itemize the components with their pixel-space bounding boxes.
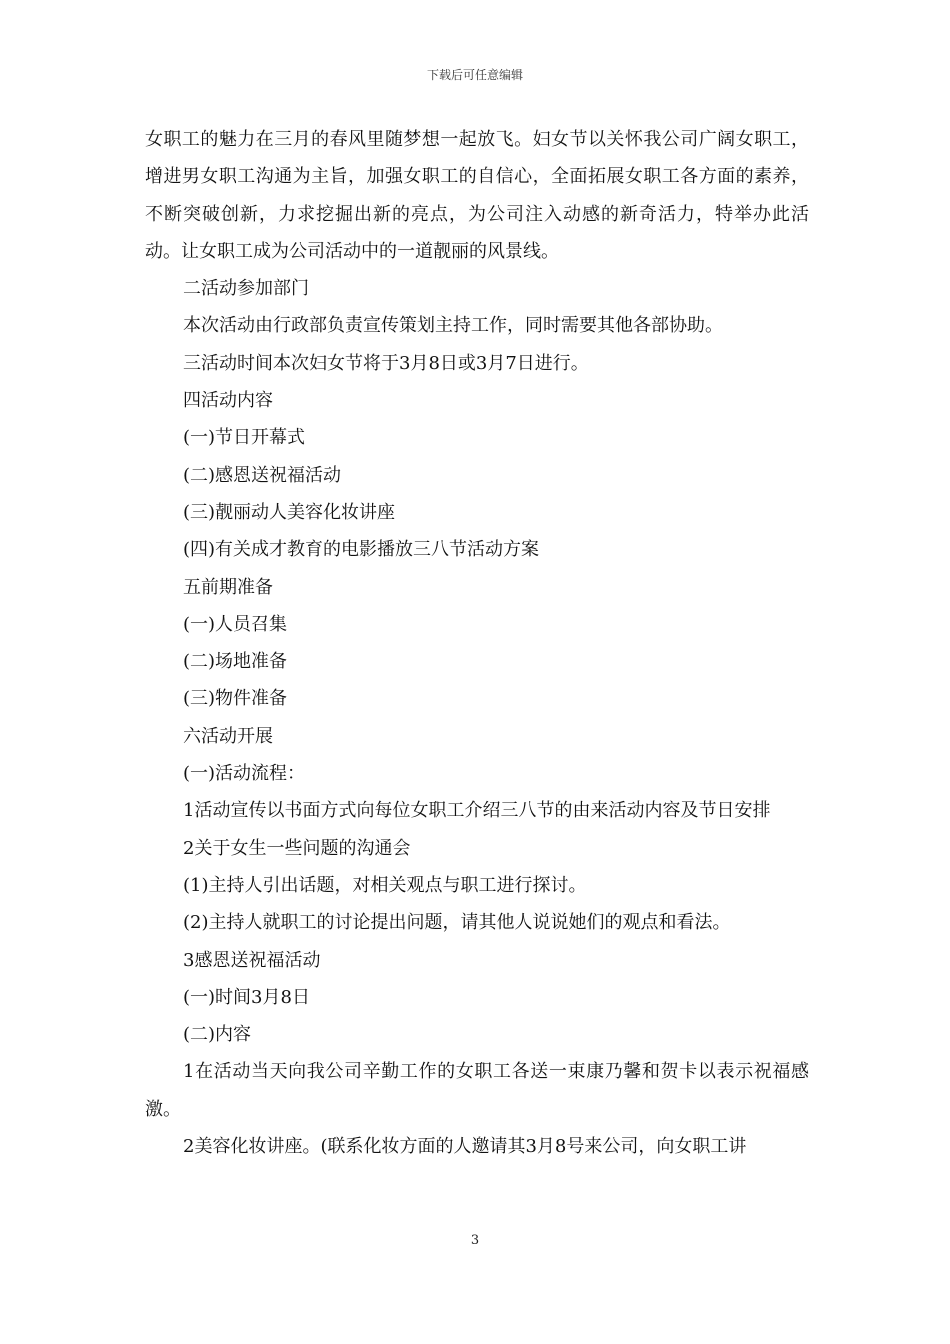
- paragraph: 2关于女生一些问题的沟通会: [183, 837, 411, 859]
- paragraph: 1活动宣传以书面方式向每位女职工介绍三八节的由来活动内容及节日安排: [183, 800, 771, 822]
- list-item: (三)物件准备: [183, 688, 288, 710]
- list-item: (一)节日开幕式: [183, 427, 306, 449]
- paragraph: 女职工的魅力在三月的春风里随梦想一起放飞。妇女节以关怀我公司广阔女职工，增进男女职工沟通为主旨，加强女职工的自信心，全面拓展女职工各方面的素养，不断突破创新，力求挖掘出新的亮点，为公司注入动感的新奇活力，特举办此活动。让女职工成为公司活动中的一道靓丽的风景线。: [145, 129, 809, 262]
- section-heading: 四活动内容: [183, 390, 273, 412]
- list-item: (一)人员召集: [183, 613, 288, 635]
- list-item: (二)感恩送祝福活动: [183, 464, 342, 486]
- paragraph: 1在活动当天向我公司辛勤工作的女职工各送一束康乃馨和贺卡以表示祝福感激。: [145, 1061, 809, 1120]
- list-item: (三)靓丽动人美容化妆讲座: [183, 501, 396, 523]
- page-number: 3: [470, 1233, 480, 1248]
- list-item: (一)时间3月8日: [183, 986, 310, 1008]
- section-heading: 五前期准备: [183, 576, 273, 598]
- list-item: (2)主持人就职工的讨论提出问题，请其他人说说她们的观点和看法。: [183, 912, 731, 934]
- list-item: (1)主持人引出话题，对相关观点与职工进行探讨。: [183, 874, 587, 896]
- list-item: (二)场地准备: [183, 651, 288, 673]
- paragraph: 2美容化妆讲座。(联系化妆方面的人邀请其3月8号来公司，向女职工讲: [183, 1136, 747, 1158]
- paragraph: 本次活动由行政部负责宣传策划主持工作，同时需要其他各部协助。: [183, 315, 723, 337]
- section-heading: 六活动开展: [183, 725, 273, 747]
- section-heading: 二活动参加部门: [183, 278, 309, 300]
- document-body: [145, 121, 809, 1165]
- list-item: (二)内容: [183, 1024, 252, 1046]
- paragraph: 3感恩送祝福活动: [183, 949, 321, 971]
- list-item: (四)有关成才教育的电影播放三八节活动方案: [183, 539, 540, 561]
- list-item: (一)活动流程：: [183, 763, 306, 785]
- page-header: 下载后可任意编辑: [426, 68, 523, 82]
- section-heading: 三活动时间本次妇女节将于3月8日或3月7日进行。: [183, 352, 589, 374]
